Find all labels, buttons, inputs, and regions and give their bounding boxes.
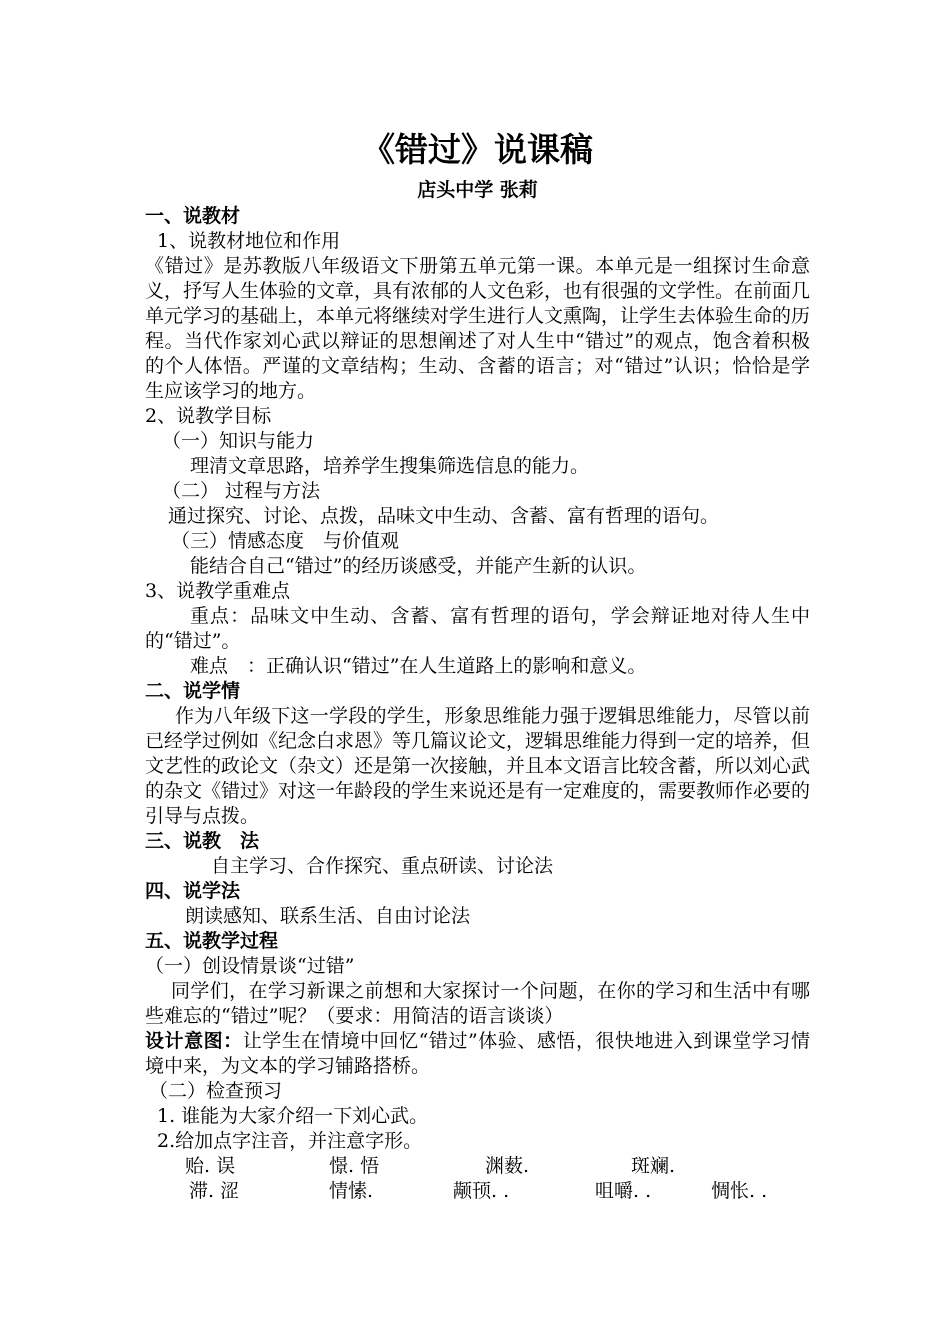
goal-2-text: 通过探究、讨论、点拨，品味文中生动、含蓄、富有哲理的语句。: [168, 505, 720, 527]
doc-title: 《错过》说课稿: [362, 130, 593, 169]
pinyin-row-1: [145, 1154, 810, 1179]
step-2-heading: （二）检查预习: [149, 1080, 283, 1102]
difficult-point-text: 难点 ：正确认识“错过”在人生道路上的影响和意义。: [190, 655, 647, 677]
word-item: 贻. 误: [185, 1155, 236, 1177]
word-item: 滞. 涩: [189, 1180, 240, 1202]
design-intent-label: 设计意图：: [145, 1030, 243, 1052]
pinyin-row-2: [145, 1179, 810, 1204]
question-2: 2.给加点字注音，并注意字形。: [157, 1130, 423, 1152]
key-point-text: 重点：品味文中生动、含蓄、富有哲理的语句，学会辩证地对待人生中的“错过”。: [145, 605, 810, 652]
goal-2-heading: （二） 过程与方法: [162, 480, 321, 502]
question-1: 1. 谁能为大家介绍一下刘心武。: [157, 1105, 429, 1127]
goal-3-heading: （三）情感态度 与价值观: [171, 530, 400, 552]
goal-1-text: 理清文章思路，培养学生搜集筛选信息的能力。: [190, 455, 590, 477]
word-item: 咀嚼. .: [595, 1180, 652, 1202]
section-2-heading: 二、说学情: [145, 680, 241, 702]
design-intent: [145, 1029, 810, 1079]
doc-author: 店头中学 张莉: [417, 179, 538, 201]
section-2-paragraph: 作为八年级下这一学段的学生，形象思维能力强于逻辑思维能力，尽管以前已经学过例如《纪念白求恩》等几篇议论文，逻辑思维能力得到一定的培养，但文艺性的政论文（杂文）还是第一次接触，并且本文语言比较含蓄，所以刘心武的杂文《错过》对这一年龄段的学生来说还是有一定难度的，需要教师作必要的引导与点拨。: [145, 705, 811, 827]
section-3-text: 自主学习、合作探究、重点研读、讨论法: [211, 855, 554, 877]
section-1-sub-1: 1、说教材地位和作用: [157, 230, 341, 252]
document-page: [145, 128, 810, 1204]
word-item: 颟顸. .: [453, 1180, 510, 1202]
step-1-heading: （一）创设情景谈“过错”: [145, 955, 355, 977]
section-1-paragraph: 《错过》是苏教版八年级语文下册第五单元第一课。本单元是一组探讨生命意义，抒写人生体验的文章，具有浓郁的人文色彩，也有很强的文学性。在前面几单元学习的基础上，本单元将继续对学生进行人文熏陶，让学生去体验生命的历程。当代作家刘心武以辩证的思想阐述了对人生中“错过”的观点，饱含着积极的个人体悟。严谨的文章结构；生动、含蓄的语言；对“错过”认识；恰恰是学生应该学习的地方。: [145, 255, 811, 402]
goal-3-text: 能结合自己“错过”的经历谈感受，并能产生新的认识。: [190, 555, 647, 577]
section-4-heading: 四、说学法: [145, 880, 241, 902]
word-item: 憬. 悟: [329, 1155, 380, 1177]
section-1-sub-2: 2、说教学目标: [145, 405, 272, 427]
word-item: 情愫.: [329, 1180, 374, 1202]
goal-1-heading: （一）知识与能力: [162, 430, 315, 452]
section-4-text: 朗读感知、联系生活、自由讨论法: [185, 905, 471, 927]
section-1-sub-3: 3、说教学重难点: [145, 580, 291, 602]
word-item: 斑斓.: [631, 1155, 676, 1177]
word-item: 惆怅. .: [711, 1180, 768, 1202]
word-item: 渊薮.: [485, 1155, 530, 1177]
section-1-heading: 一、说教材: [145, 205, 241, 227]
step-1-text: 同学们，在学习新课之前想和大家探讨一个问题，在你的学习和生活中有哪些难忘的“错过”呢？（要求：用简洁的语言谈谈）: [145, 980, 810, 1027]
section-5-heading: 五、说教学过程: [145, 930, 279, 952]
design-intent-text: 让学生在情境中回忆“错过”体验、感悟，很快地进入到课堂学习情境中来，为文本的学习铺路搭桥。: [145, 1030, 810, 1077]
section-3-heading: 三、说教 法: [145, 830, 260, 852]
